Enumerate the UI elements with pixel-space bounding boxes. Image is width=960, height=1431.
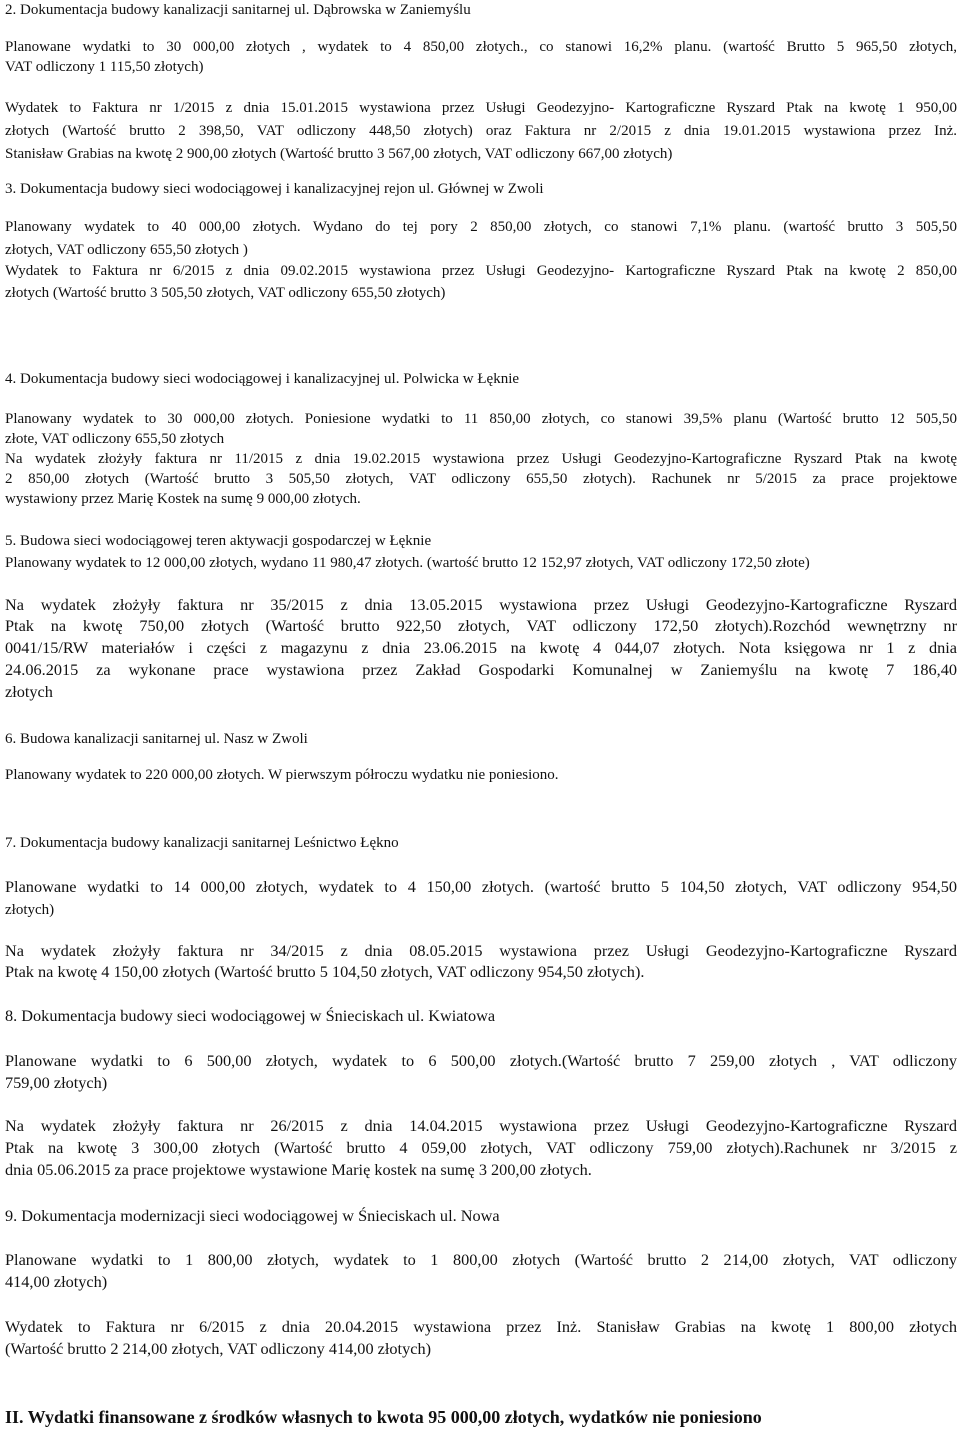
section-4-text-line: wystawiony przez Marię Kostek na sumę 9 000,00 złotych. bbox=[5, 491, 361, 507]
section-9-text-line: Wydatek to Faktura nr 6/2015 z dnia 20.04.2015 wystawiona przez Inż. Stanisław Grabias na kwotę 1 800,00 złotych bbox=[5, 1317, 957, 1336]
section-3-text-line: złotych, VAT odliczony 655,50 złotych ) bbox=[5, 242, 248, 258]
section-3-text-line: Planowany wydatek to 40 000,00 złotych. Wydano do tej pory 2 850,00 złotych, co stanowi 7,1% planu. (wartość brutto 3 505,50 bbox=[5, 219, 957, 235]
section-9-text-line: 414,00 złotych) bbox=[5, 1272, 108, 1291]
section-9-text-line: (Wartość brutto 2 214,00 złotych, VAT odliczony 414,00 złotych) bbox=[5, 1339, 432, 1358]
section-2-text-line: Stanisław Grabias na kwotę 2 900,00 złotych (Wartość brutto 3 567,00 złotych, VAT odliczony 667,00 złotych) bbox=[5, 146, 673, 162]
section-5-text-line: Planowany wydatek to 12 000,00 złotych, wydano 11 980,47 złotych. (wartość brutto 12 152,97 złotych, VAT odliczony 172,50 złote) bbox=[5, 555, 810, 571]
section-6-text-line: Planowany wydatek to 220 000,00 złotych. W pierwszym półroczu wydatku nie poniesiono. bbox=[5, 767, 559, 783]
section-3-text-line: złotych (Wartość brutto 3 505,50 złotych, VAT odliczony 655,50 złotych) bbox=[5, 285, 446, 301]
section-5-text-line: Na wydatek złożyły faktura nr 35/2015 z dnia 13.05.2015 wystawiona przez Usługi Geodezyjno-Kartograficzne Ryszard bbox=[5, 595, 957, 614]
section-7-heading: 7. Dokumentacja budowy kanalizacji sanitarnej Leśnictwo Łękno bbox=[5, 835, 399, 851]
section-3-text-line: Wydatek to Faktura nr 6/2015 z dnia 09.02.2015 wystawiona przez Usługi Geodezyjno- Kartograficzne Ryszard Ptak na kwotę 2 850,00 bbox=[5, 263, 957, 279]
section-5-text-line: 24.06.2015 za wykonane prace wystawiona przez Zakład Gospodarki Komunalnej w Zaniemyślu na kwotę 7 186,40 bbox=[5, 660, 957, 679]
section-9-text-line: Planowane wydatki to 1 800,00 złotych, wydatek to 1 800,00 złotych (Wartość brutto 2 214,00 złotych, VAT odliczony bbox=[5, 1250, 957, 1269]
section-7-text-line: Na wydatek złożyły faktura nr 34/2015 z dnia 08.05.2015 wystawiona przez Usługi Geodezyjno-Kartograficzne Ryszard bbox=[5, 941, 957, 960]
section-4-heading: 4. Dokumentacja budowy sieci wodociągowej i kanalizacyjnej ul. Polwicka w Łęknie bbox=[5, 371, 520, 387]
section-2-text-line: złotych (Wartość brutto 2 398,50, VAT odliczony 448,50 złotych) oraz Faktura nr 2/2015 z dnia 19.01.2015 wystawiona przez Inż. bbox=[5, 123, 957, 139]
section-8-heading: 8. Dokumentacja budowy sieci wodociągowej w Śnieciskach ul. Kwiatowa bbox=[5, 1006, 496, 1025]
section-7-text-line: złotych) bbox=[5, 902, 55, 918]
section-4-text-line: Planowany wydatek to 30 000,00 złotych. Poniesione wydatki to 11 850,00 złotych, co stanowi 39,5% planu (Wartość brutto 12 505,50 bbox=[5, 411, 957, 427]
part-2-heading: II. Wydatki finansowane z środków własnych to kwota 95 000,00 złotych, wydatków nie poniesiono bbox=[5, 1407, 762, 1427]
section-8-text-line: Ptak na kwotę 3 300,00 złotych (Wartość brutto 4 059,00 złotych, VAT odliczony 759,00 złotych).Rachunek nr 3/2015 z bbox=[5, 1138, 957, 1157]
section-4-text-line: złote, VAT odliczony 655,50 złotych bbox=[5, 431, 225, 447]
section-7-text-line: Ptak na kwotę 4 150,00 złotych (Wartość brutto 5 104,50 złotych, VAT odliczony 954,50 złotych). bbox=[5, 962, 645, 981]
section-3-heading: 3. Dokumentacja budowy sieci wodociągowej i kanalizacyjnej rejon ul. Głównej w Zwoli bbox=[5, 181, 544, 197]
section-8-text-line: 759,00 złotych) bbox=[5, 1073, 108, 1092]
section-5-text-line: Ptak na kwotę 750,00 złotych (Wartość brutto 922,50 złotych, VAT odliczony 172,50 złotych).Rozchód wewnętrzny nr bbox=[5, 616, 957, 635]
section-4-text-line: Na wydatek złożyły faktura nr 11/2015 z dnia 19.02.2015 wystawiona przez Usługi Geodezyjno-Kartograficzne Ryszard Ptak na kwotę bbox=[5, 451, 957, 467]
section-2-text-line: VAT odliczony 1 115,50 złotych) bbox=[5, 59, 204, 75]
section-9-heading: 9. Dokumentacja modernizacji sieci wodociągowej w Śnieciskach ul. Nowa bbox=[5, 1206, 500, 1225]
section-5-heading: 5. Budowa sieci wodociągowej teren aktywacji gospodarczej w Łęknie bbox=[5, 533, 432, 549]
section-6-heading: 6. Budowa kanalizacji sanitarnej ul. Nasz w Zwoli bbox=[5, 731, 308, 747]
section-8-text-line: Na wydatek złożyły faktura nr 26/2015 z dnia 14.04.2015 wystawiona przez Usługi Geodezyjno-Kartograficzne Ryszard bbox=[5, 1116, 957, 1135]
section-4-text-line: 2 850,00 złotych (Wartość brutto 3 505,50 złotych, VAT odliczony 655,50 złotych). Rachunek nr 5/2015 za prace projektowe bbox=[5, 471, 957, 487]
section-2-text-line: Planowane wydatki to 30 000,00 złotych , wydatek to 4 850,00 złotych., co stanowi 16,2% planu. (wartość Brutto 5 965,50 złotych, bbox=[5, 39, 957, 55]
section-8-text-line: Planowane wydatki to 6 500,00 złotych, wydatek to 6 500,00 złotych.(Wartość brutto 7 259,00 złotych , VAT odliczony bbox=[5, 1051, 957, 1070]
section-2-text-line: Wydatek to Faktura nr 1/2015 z dnia 15.01.2015 wystawiona przez Usługi Geodezyjno- Kartograficzne Ryszard Ptak na kwotę 1 950,00 bbox=[5, 100, 957, 116]
section-2-heading: 2. Dokumentacja budowy kanalizacji sanitarnej ul. Dąbrowska w Zaniemyślu bbox=[5, 2, 471, 18]
section-5-text-line: złotych bbox=[5, 682, 53, 701]
section-5-text-line: 0041/15/RW materiałów i części z magazynu z dnia 23.06.2015 na kwotę 4 044,07 złotych. Nota księgowa nr 1 z dnia bbox=[5, 638, 957, 657]
section-7-text-line: Planowane wydatki to 14 000,00 złotych, wydatek to 4 150,00 złotych. (wartość brutto 5 104,50 złotych, VAT odliczony 954,50 bbox=[5, 877, 957, 896]
section-8-text-line: dnia 05.06.2015 za prace projektowe wystawione Marię kostek na sumę 3 200,00 złotych. bbox=[5, 1160, 592, 1179]
